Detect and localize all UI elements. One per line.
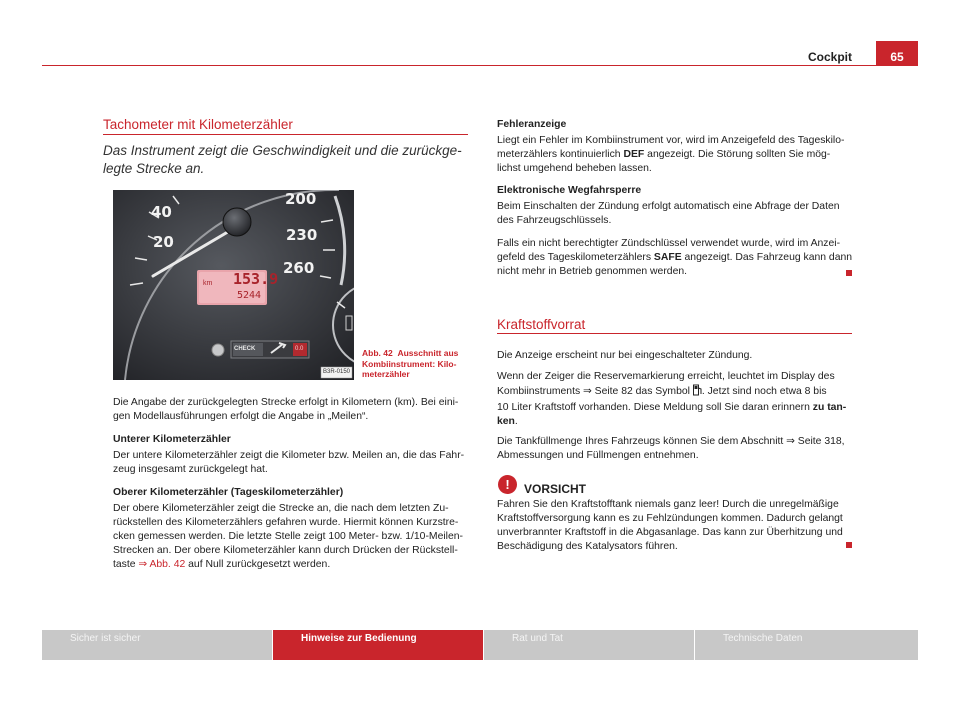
tab-technische-daten[interactable]: Technische Daten [695, 630, 918, 660]
paragraph-unterer: Der untere Kilometerzähler zeigt die Kilometer bzw. Meilen an, die das Fahr- zeug insgesamt zurückgelegt hat. [113, 450, 465, 475]
paragraph-zuendung: Die Anzeige erscheint nur bei eingeschalteter Zündung. [497, 350, 753, 361]
speed-label-260: 260 [283, 259, 315, 277]
paragraph-wegfahrsperre: Beim Einschalten der Zündung erfolgt automatisch eine Abfrage der Daten des Fahrzeugschlüssels. [497, 201, 840, 226]
intro-text: Das Instrument zeigt die Geschwindigkeit und die zurückge- legte Strecke an. [103, 143, 462, 176]
subheading-oberer: Oberer Kilometerzähler (Tageskilometerzähler) [113, 487, 344, 498]
link-abb-42[interactable]: ⇒ Abb. 42 [138, 559, 186, 570]
paragraph-fehleranzeige: Liegt ein Fehler im Kombiinstrument vor, wird im Anzeigefeld des Tageskilo- meterzählers kontinuierlich DEF angezeigt. Die Störung sollten Sie mög- lichst umgehend beheben lassen. [497, 135, 845, 174]
page-number: 65 [876, 41, 918, 66]
tab-sicher-ist-sicher[interactable]: Sicher ist sicher [42, 630, 272, 660]
heading-rule [103, 134, 468, 135]
paragraph-safe: Falls ein nicht berechtigter Zündschlüssel verwendet wurde, wird im Anzei- gefeld des Tageskilometerzählers SAFE angezeigt. Das Fahrzeug kann dann nicht mehr in Betrieb genommen werden. [497, 238, 853, 277]
subheading-wegfahrsperre: Elektronische Wegfahrsperre [497, 185, 642, 196]
figure-caption: Abb. 42 Ausschnitt aus Kombiinstrument: Kilo- meterzähler [362, 348, 459, 379]
lcd-trip: 153.9 [233, 270, 279, 288]
warning-end-marker [846, 542, 852, 548]
figure-code: B3R-0150 [323, 369, 351, 375]
speed-label-230: 230 [286, 226, 318, 244]
subheading-unterer: Unterer Kilometerzähler [113, 434, 231, 445]
tab-hinweise-zur-bedienung[interactable]: Hinweise zur Bedienung [273, 630, 483, 660]
subheading-fehleranzeige: Fehleranzeige [497, 119, 567, 130]
paragraph-oberer: Der obere Kilometerzähler zeigt die Strecke an, die nach dem letzten Zu- rückstellen des Kilometerzählers gefahren wurde. Hiermit können Kurzstre- cken gemessen werden. Die letzte Stelle zeigt 100 Meter- bzw. 1/10-Meilen- Strecken an. Der obere Kilometerzähler kann durch Drücken der Rückstell- taste ⇒ Abb. 42 auf Null zurückgesetzt werden. [113, 503, 463, 570]
tab-rat-und-tat[interactable]: Rat und Tat [484, 630, 694, 660]
speed-label-200: 200 [285, 190, 317, 208]
paragraph-reserve: Wenn der Zeiger die Reservemarkierung erreicht, leuchtet im Display des Kombiinstruments ⇒ Seite 82 das Symbol . Jetzt sind noch etwa 8 bis 10 Liter Kraftstoff vorhanden. Diese Meldung soll Sie daran erinnern zu tan- ken. [497, 371, 847, 427]
section-end-marker [846, 270, 852, 276]
paragraph-km-unit: Die Angabe der zurückgelegten Strecke erfolgt in Kilometern (km). Bei eini- gen Modellausführungen erfolgt die Angabe in „Meilen“. [113, 397, 459, 422]
speed-label-40: 40 [151, 203, 172, 221]
paragraph-tankfuellmenge: Die Tankfüllmenge Ihres Fahrzeugs können Sie dem Abschnitt ⇒ Seite 318, Abmessungen und Füllmengen entnehmen. [497, 436, 845, 461]
heading-kraftstoffvorrat: Kraftstoffvorrat [497, 317, 586, 332]
header-rule [42, 65, 918, 66]
paragraph-warning: Fahren Sie den Kraftstofftank niemals ganz leer! Durch die unregelmäßige Kraftstoffversorgung kann es zu Fehlzündungen kommen. Dadurch gelangt unverbrannter Kraftstoff in die Abgasanlage. Das kann zur Überhitzung und Beschädigung des Katalysators führen. [497, 499, 843, 552]
lcd-unit: km [203, 280, 213, 287]
heading-tachometer: Tachometer mit Kilometerzähler [103, 117, 293, 132]
reset-label: 0.0 [295, 346, 304, 352]
fuel-pump-icon [693, 384, 702, 401]
speed-label-20: 20 [153, 233, 174, 251]
lcd-odometer: 5244 [237, 290, 262, 301]
warning-icon: ! [498, 475, 517, 494]
figure-instrument-cluster [113, 190, 354, 380]
warning-title: VORSICHT [524, 482, 587, 496]
heading-rule [497, 333, 852, 334]
check-label: CHECK [234, 346, 256, 352]
section-title: Cockpit [807, 50, 852, 64]
